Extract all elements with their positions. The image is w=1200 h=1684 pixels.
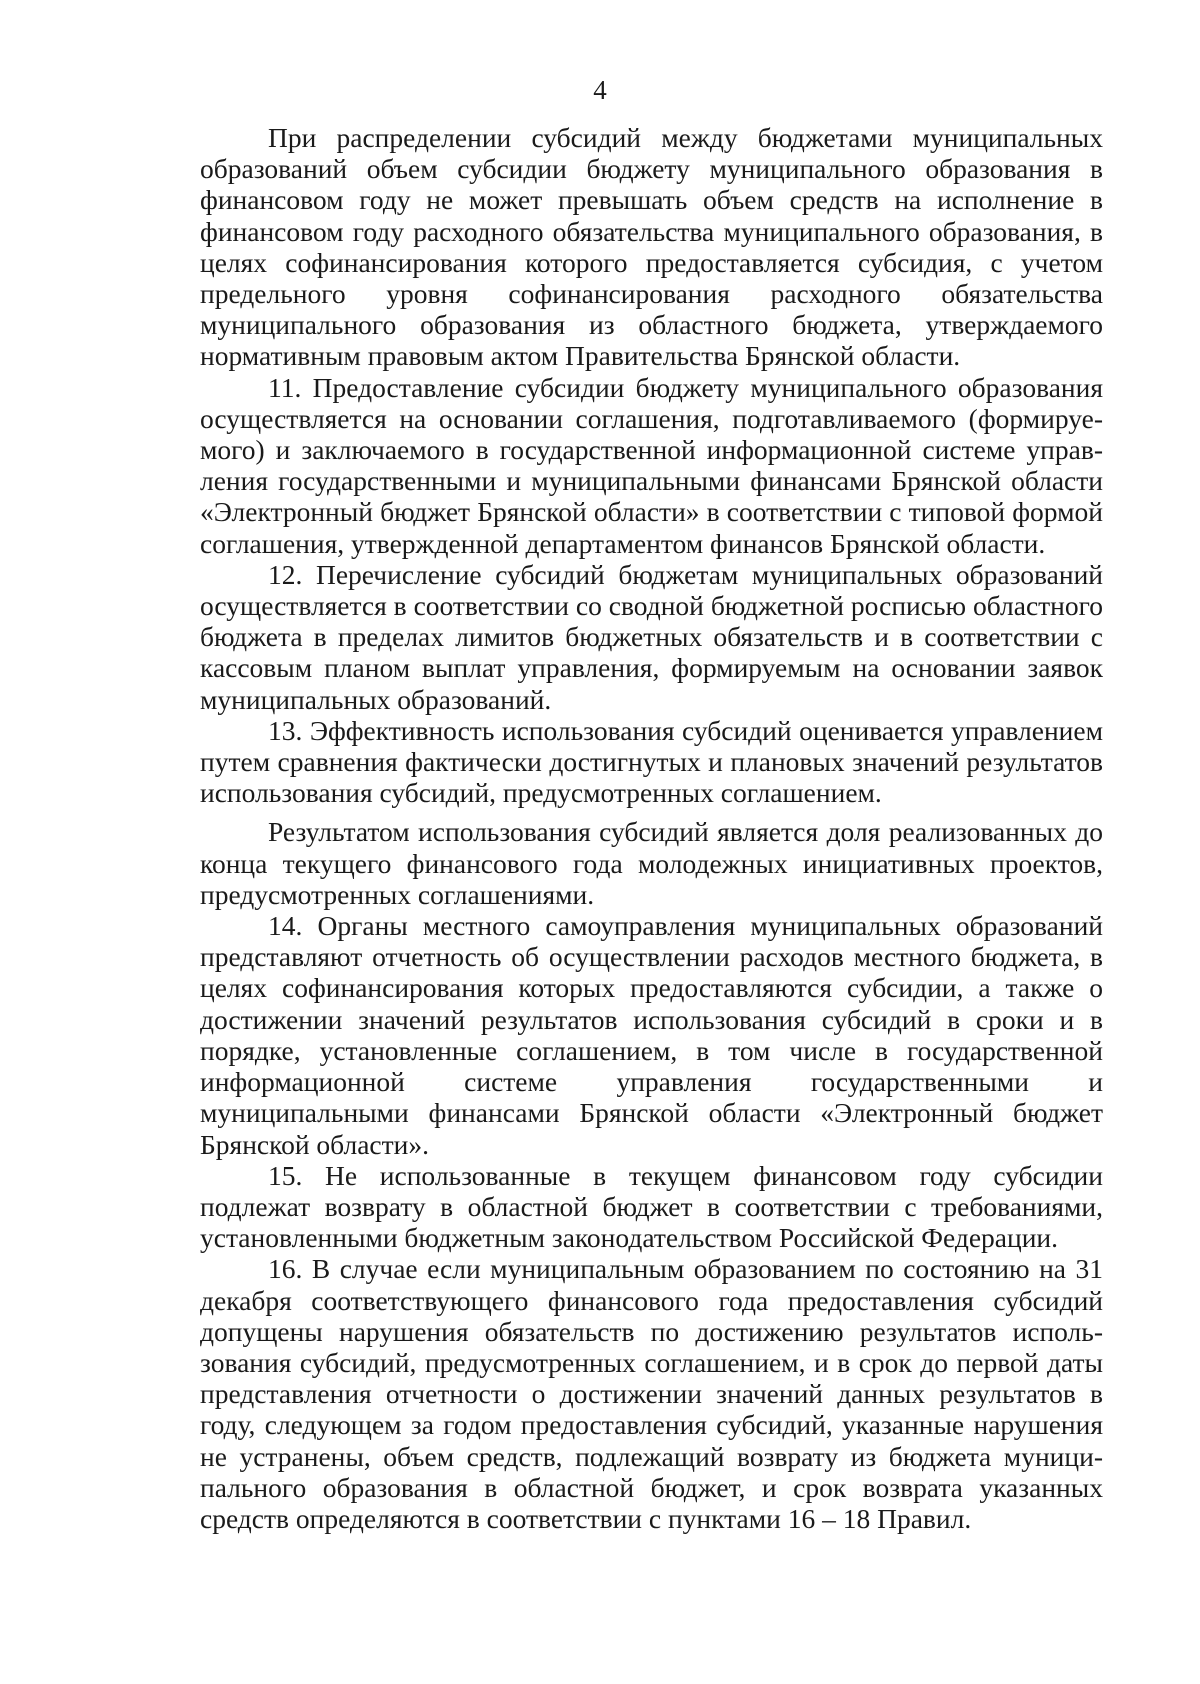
page-number: 4 [593,75,607,105]
paragraph-15: 15. Не использованные в текущем финансовом году субсидии подлежат возврату в областной бюджет в соответствии с требованиями, установленными бюджетным законодательством Российской Федерации. [200,1159,1103,1254]
document-body [200,122,1103,1534]
paragraph-subsidy-distribution: При распределении субсидий между бюджетами муниципальных образований объем субсидии бюджету муниципального образования в финансовом году не может превышать объем средств на исполнение в финансовом году расходного обязательства муниципального образования, в целях софинансирования которого предоставляется субсидия, с учетом предельного уровня софинансирования расходного обязательства муниципального образования из областного бюджета, утверждаемого нормативным правовым актом Правительства Брянской области. [200,122,1103,372]
paragraph-13-result: Результатом использования субсидий является доля реализованных до конца текущего финансового года молодежных инициативных проектов, предусмотренных соглашениями. [200,816,1103,910]
paragraph-12: 12. Перечисление субсидий бюджетам муниципальных образований осуществляется в соответствии со сводной бюджетной росписью областного бюджета в пределах лимитов бюджетных обязательств и в соответствии с кассовым планом выплат управления, формируемым на основании заявок муниципальных образований. [200,558,1103,715]
paragraph-14: 14. Органы местного самоуправления муниципальных образований представляют отчетность об осуществлении расходов местного бюджета, в целях софинансирования которых предоставляются субсидии, а также о достижении значений результатов использования субсидий в сроки и в порядке, установленные соглашением, в том числе в государственной информационной системе управления государственными и муниципальными финансами Брянской области «Электронный бюджет Брянской области». [200,910,1103,1160]
paragraph-11: 11. Предоставление субсидии бюджету муниципального образования осуществляется на основании соглашения, подготавливаемого (формируемого) и заключаемого в государственной информационной системе управления государственными и муниципальными финансами Брянской области «Электронный бюджет Брянской области» в соответствии с типовой формой соглашения, утвержденной департаментом финансов Брянской области. [200,371,1103,559]
paragraph-13: 13. Эффективность использования субсидий оценивается управлением путем сравнения фактически достигнутых и плановых значений результатов использования субсидий, предусмотренных соглашением. [200,714,1103,809]
paragraph-16: 16. В случае если муниципальным образованием по состоянию на 31 декабря соответствующего финансового года предоставления субсидий допущены нарушения обязательств по достижению результатов использования субсидий, предусмотренных соглашением, и в срок до первой даты представления отчетности о достижении значений данных результатов в году, следующем за годом предоставления субсидий, указанные нарушения не устранены, объем средств, подлежащий возврату из бюджета муниципального образования в областной бюджет, и срок возврата указанных средств определяются в соответствии с пунктами 16 – 18 Правил. [200,1253,1103,1534]
